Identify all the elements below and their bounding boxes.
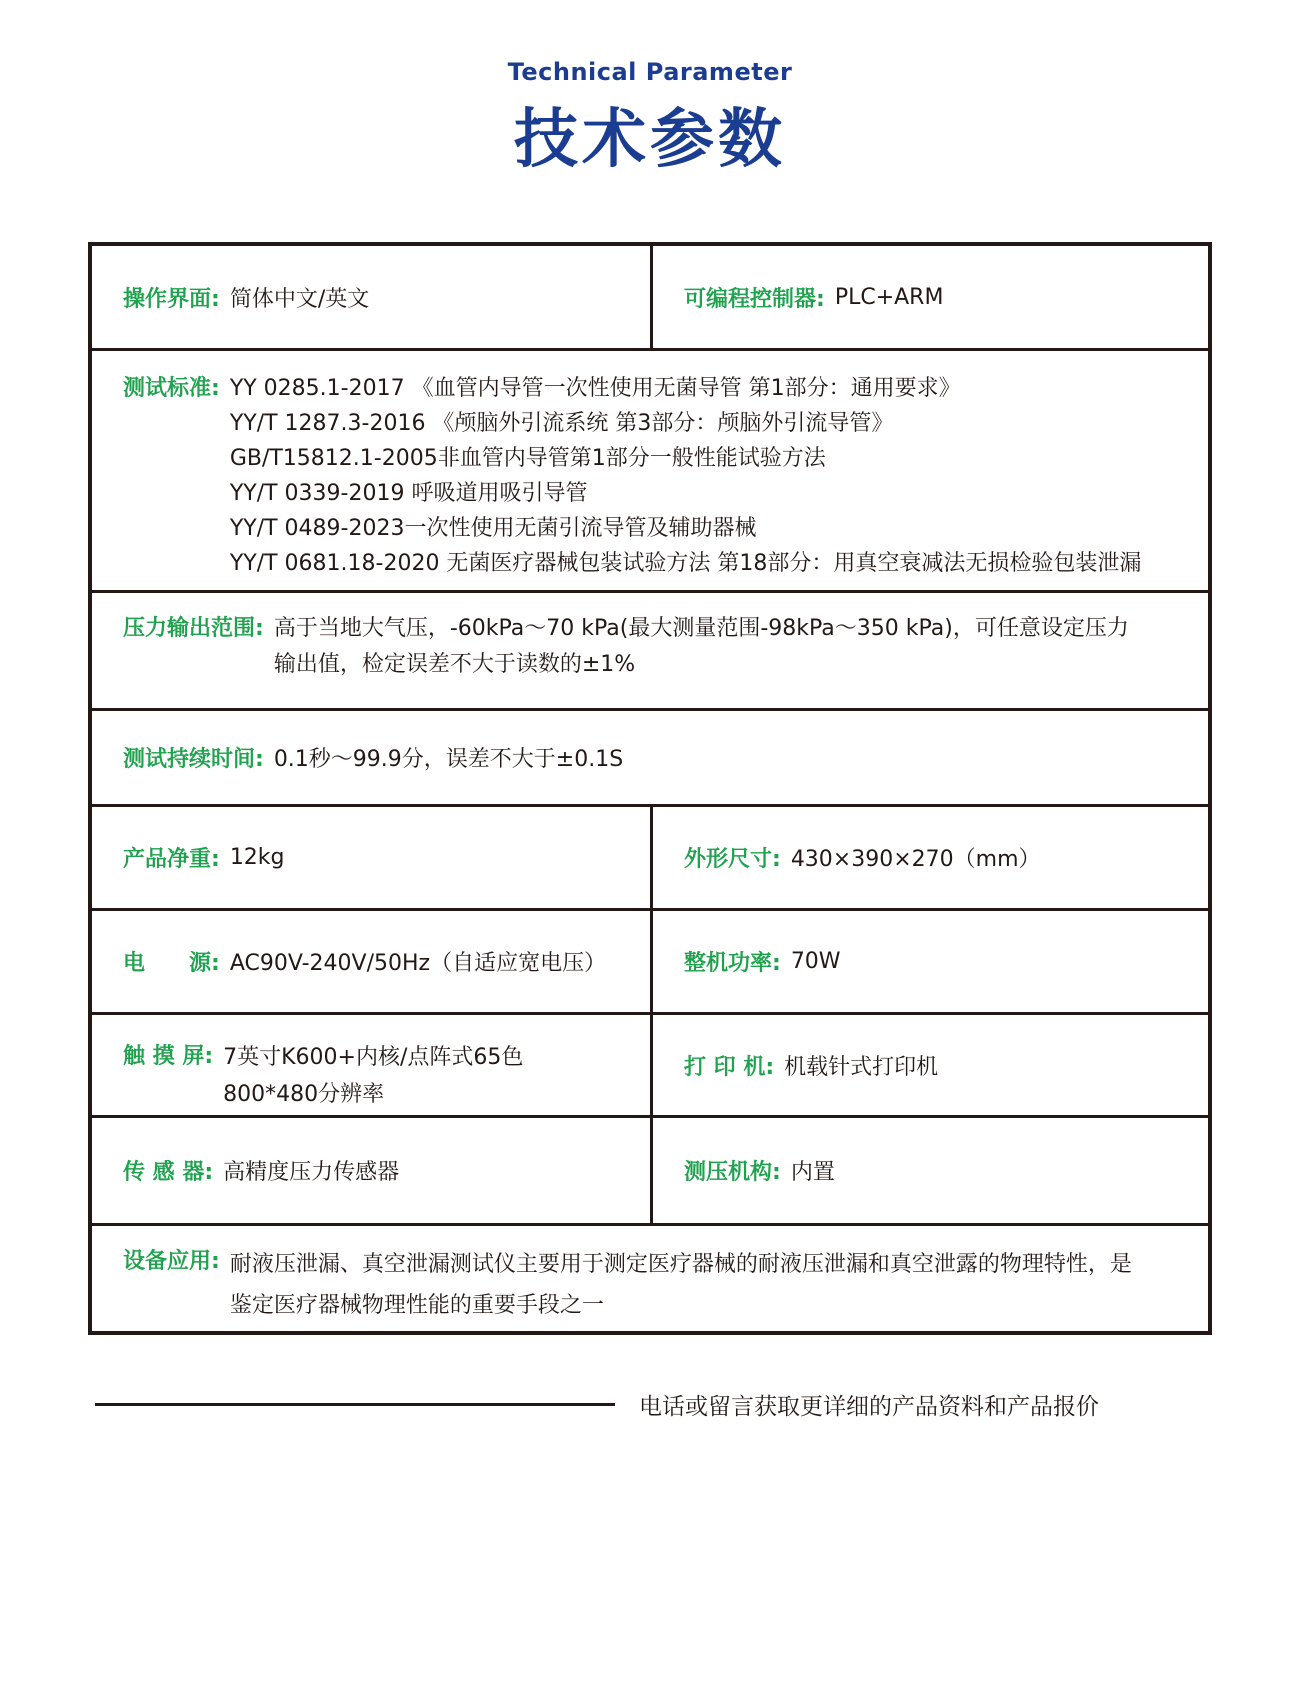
cell-duration: [92, 711, 1208, 804]
value-pressure-mechanism: 内置: [790, 1160, 835, 1185]
footer: [95, 1388, 1135, 1421]
label-pressure-range: 压力输出范围:: [123, 616, 264, 641]
cell-application: [92, 1226, 1208, 1331]
table-row-pressure-range: [92, 590, 1208, 708]
table-row-weight-size: [92, 804, 1208, 908]
value-ui-language: 简体中文/英文: [229, 286, 370, 312]
cell-net-weight: [92, 807, 650, 908]
cell-pressure-mechanism: [650, 1118, 1208, 1223]
value-pressure-range: [274, 611, 1129, 683]
standard-line: YY/T 0339-2019 呼吸道用吸引导管: [229, 481, 588, 506]
pressure-range-line: 输出值，检定误差不大于读数的±1%: [273, 652, 636, 677]
cell-power-supply: [92, 911, 650, 1012]
value-duration: [274, 742, 623, 773]
pressure-range-line: 高于当地大气压，-60kPa～70 kPa(最大测量范围-98kPa～350 kPa)，可任意设定压力: [273, 616, 1129, 641]
spec-table: [88, 242, 1212, 1335]
label-controller: 可编程控制器:: [684, 286, 825, 312]
value-touch-screen: [223, 1039, 523, 1113]
cell-total-power: [650, 911, 1208, 1012]
cell-controller: [650, 246, 1208, 348]
value-sensor: 高精度压力传感器: [223, 1160, 400, 1185]
table-row-duration: [92, 708, 1208, 804]
cell-pressure-range: [92, 593, 1208, 708]
standard-line: YY/T 0489-2023一次性使用无菌引流导管及辅助器械: [229, 516, 757, 541]
value-controller: PLC+ARM: [834, 284, 944, 310]
touch-screen-line: 7英寸K600+内核/点阵式65色: [223, 1045, 524, 1070]
duration-line: 0.1秒～99.9分，误差不大于±0.1S: [273, 747, 624, 772]
cell-touch-screen: [92, 1015, 650, 1115]
label-total-power: 整机功率:: [684, 951, 781, 976]
label-net-weight: 产品净重:: [123, 847, 220, 872]
footer-contact-text: 电话或留言获取更详细的产品资料和产品报价: [639, 1394, 1099, 1420]
application-line: 耐液压泄漏、真空泄漏测试仪主要用于测定医疗器械的耐液压泄漏和真空泄露的物理特性，是: [229, 1252, 1132, 1277]
table-row-screen-printer: [92, 1012, 1208, 1115]
value-printer: 机载针式打印机: [784, 1054, 939, 1080]
label-power-supply: 电 源:: [123, 951, 220, 976]
label-touch-screen: 触 摸 屏:: [123, 1044, 214, 1069]
cell-ui-language: [92, 246, 650, 348]
value-total-power: 70W: [790, 949, 841, 974]
subtitle-en: Technical Parameter: [507, 58, 793, 86]
table-row-power: [92, 908, 1208, 1012]
page-title: 技术参数: [514, 103, 786, 177]
table-row-standards: [92, 348, 1208, 590]
table-row-sensor: [92, 1115, 1208, 1223]
value-power-supply: AC90V-240V/50Hz（自适应宽电压）: [229, 951, 607, 976]
cell-printer: [650, 1015, 1208, 1115]
cell-sensor: [92, 1118, 650, 1223]
value-dimensions: 430×390×270（mm）: [790, 847, 1041, 872]
label-sensor: 传 感 器:: [123, 1160, 214, 1185]
label-application: 设备应用:: [123, 1249, 220, 1274]
cell-dimensions: [650, 807, 1208, 908]
label-dimensions: 外形尺寸:: [684, 847, 781, 872]
label-printer: 打 印 机:: [684, 1054, 775, 1080]
application-line: 鉴定医疗器械物理性能的重要手段之一: [229, 1293, 604, 1318]
label-ui-language: 操作界面:: [123, 286, 220, 312]
standard-line: YY/T 1287.3-2016 《颅脑外引流系统 第3部分：颅脑外引流导管》: [229, 411, 894, 436]
label-duration: 测试持续时间:: [123, 747, 264, 772]
value-net-weight: 12kg: [229, 845, 285, 870]
label-standards: 测试标准:: [123, 376, 220, 401]
cell-standards: [92, 351, 1208, 590]
standard-line: YY/T 0681.18-2020 无菌医疗器械包装试验方法 第18部分：用真空衰减法无损检验包装泄漏: [229, 551, 1142, 576]
footer-divider-line: [95, 1403, 615, 1406]
value-application: [230, 1244, 1132, 1326]
value-standards: [230, 371, 1142, 581]
table-row-interface: [92, 246, 1208, 348]
table-row-application: [92, 1223, 1208, 1331]
touch-screen-line: 800*480分辨率: [223, 1082, 385, 1107]
standard-line: YY 0285.1-2017 《血管内导管一次性使用无菌导管 第1部分：通用要求》: [229, 376, 961, 401]
standard-line: GB/T15812.1-2005非血管内导管第1部分一般性能试验方法: [229, 446, 826, 471]
label-pressure-mechanism: 测压机构:: [684, 1160, 781, 1185]
